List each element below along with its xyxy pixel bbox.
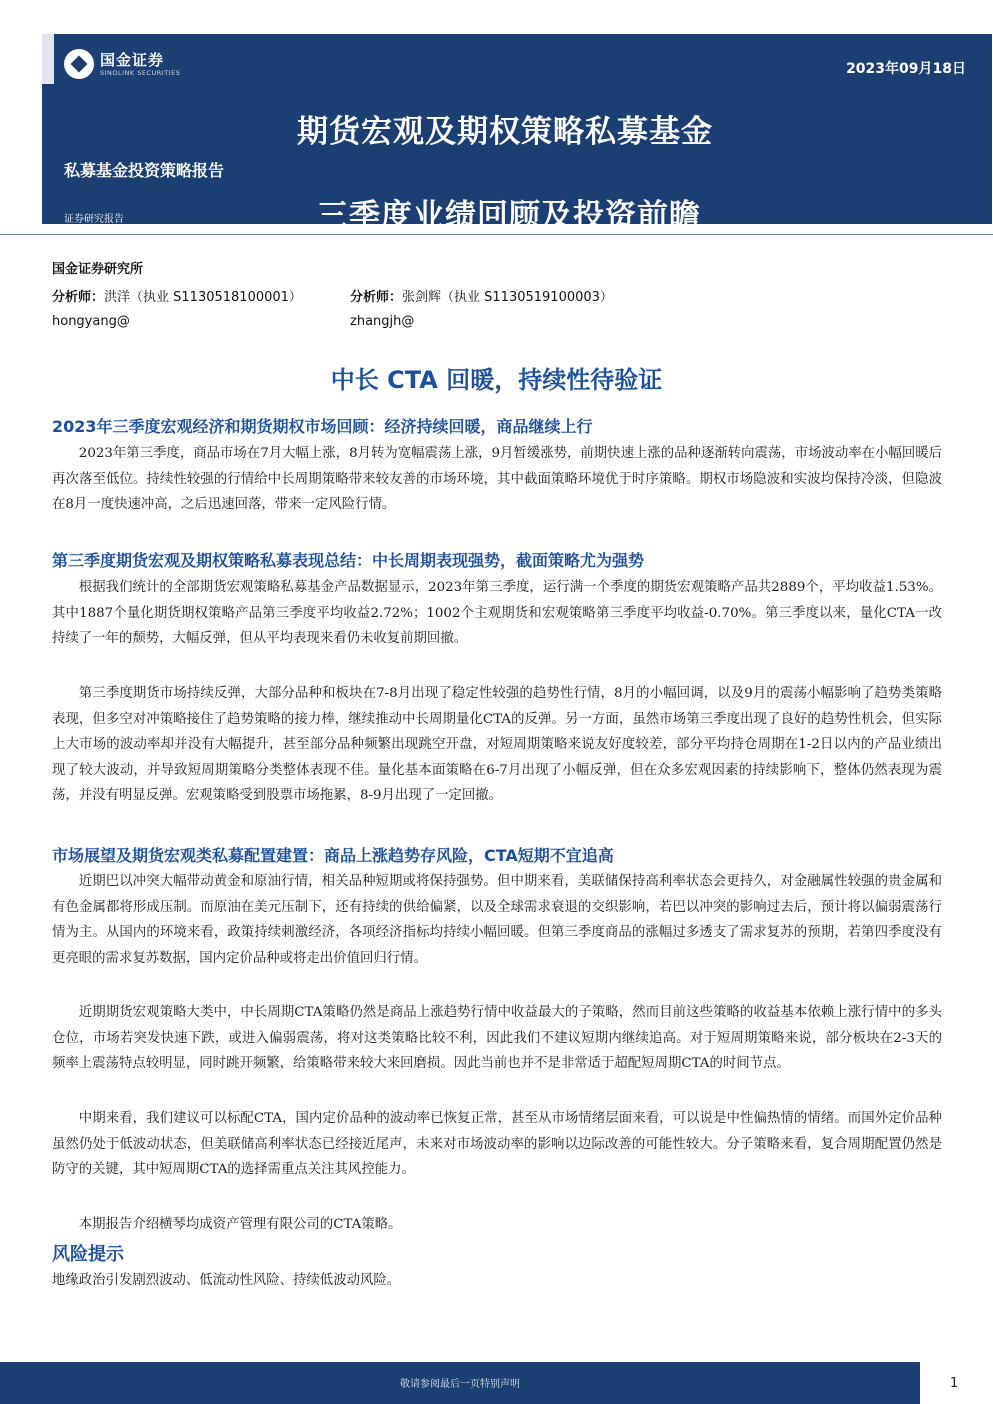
analyst-1: [52, 286, 302, 305]
report-date: 2023年09月18日: [846, 61, 966, 77]
section-2-paragraph-1: 根据我们统计的全部期货宏观策略私募基金产品数据显示，2023年第三季度，运行满一个季度的期货宏观策略产品共2889个，平均收益1.53%。其中1887个量化期货期权策略产品第三季度平均收益2.72%；1002个主观期货和宏观策略第三季度平均收益-0.70%。第三季度以来，量化CTA一改持续了一年的颓势，大幅反弹，但从平均表现来看仍未收复前期回撤。: [52, 580, 942, 646]
analyst-1-label: 分析师：: [52, 290, 105, 305]
sinolink-logo: [64, 44, 180, 84]
section-2-paragraph-2: 第三季度期货市场持续反弹，大部分品种和板块在7-8月出现了稳定性较强的趋势性行情，8月的小幅回调，以及9月的震荡小幅影响了趋势类策略表现，但多空对冲策略接住了趋势策略的接力棒，继续推动中长周期量化CTA的反弹。另一方面，虽然市场第三季度出现了良好的趋势性机会，但实际上大市场的波动率却并没有大幅提升，甚至部分品种频繁出现跳空开盘，对短周期策略来说友好度较差，部分平均持仓周期在1-2日以内的产品业绩出现了较大波动，并导致短周期策略分类整体表现不佳。量化基本面策略在6-7月出现了小幅反弹，但在众多宏观因素的持续影响下，整体仍然表现为震荡，并没有明显反弹。宏观策略受到股票市场拖累，8-9月出现了一定回撤。: [52, 686, 942, 803]
analyst-1-name: 洪洋（执业 S1130518100001）: [104, 290, 302, 305]
section-3-paragraph-3: 中期来看，我们建议可以标配CTA，国内定价品种的波动率已恢复正常，甚至从市场情绪层面来看，可以说是中性偏热情的情绪。而国外定价品种虽然仍处于低波动状态，但美联储高利率状态已经接近尾声，未来对市场波动率的影响以边际改善的可能性较大。分子策略来看，复合周期配置仍然是防守的关键，其中短周期CTA的选择需重点关注其风控能力。: [52, 1111, 942, 1177]
report-title-line2: 三季度业绩回顾及投资前瞻: [317, 198, 701, 234]
report-header-band: [42, 34, 992, 234]
logo-english-name: SINOLINK SECURITIES: [100, 68, 181, 77]
report-type-label: 证券研究报告: [64, 214, 124, 225]
analyst-1-email[interactable]: hongyang@: [52, 314, 130, 329]
section-3-paragraph-4: 本期报告介绍横琴均成资产管理有限公司的CTA策略。: [78, 1217, 402, 1232]
report-category: 私募基金投资策略报告: [64, 161, 225, 180]
analyst-2-name: 张剑辉（执业 S1130519100003）: [402, 290, 613, 305]
analyst-2-email[interactable]: zhangjh@: [350, 314, 415, 329]
section-3-heading: 市场展望及期货宏观类私募配置建置：商品上涨趋势存风险，CTA短期不宜追高: [52, 846, 614, 865]
section-2-heading: 第三季度期货宏观及期权策略私募表现总结：中长周期表现强势，截面策略尤为强势: [52, 551, 645, 570]
header-divider: [0, 234, 993, 235]
page-number: 1: [950, 1376, 959, 1391]
header-notch: [42, 34, 54, 84]
report-title-line1: 期货宏观及期权策略私募基金: [297, 114, 713, 150]
analyst-2-label: 分析师：: [350, 290, 403, 305]
risk-heading: 风险提示: [52, 1244, 124, 1265]
institute-name: 国金证券研究所: [52, 262, 144, 277]
footer-band: [0, 1362, 920, 1404]
footer-disclaimer: 敬请参阅最后一页特别声明: [400, 1379, 520, 1390]
logo-mark-icon: [64, 49, 94, 79]
logo-chinese-name: 国金证券: [100, 50, 165, 69]
section-3-paragraph-2: 近期期货宏观策略大类中，中长周期CTA策略仍然是商品上涨趋势行情中收益最大的子策略，然而目前这些策略的收益基本依赖上涨行情中的多头仓位，市场若突发快速下跌，或进入偏弱震荡，将对这类策略比较不利，因此我们不建议短期内继续追高。对于短周期策略来说，部分板块在2-3天的频率上震荡特点较明显，同时跳开频繁，给策略带来较大来回磨损。因此当前也并不是非常适于超配短周期CTA的时间节点。: [52, 1005, 942, 1071]
section-1-paragraph-1: 2023年第三季度，商品市场在7月大幅上涨，8月转为宽幅震荡上涨，9月暂缓涨势，前期快速上涨的品种逐渐转向震荡，市场波动率在小幅回暖后再次落至低位。持续性较强的行情给中长周期策略带来较友善的市场环境，其中截面策略环境优于时序策略。期权市场隐波和实波均保持冷淡，但隐波在8月一度快速冲高，之后迅速回落，带来一定风险行情。: [52, 446, 942, 512]
section-1-heading: 2023年三季度宏观经济和期货期权市场回顾：经济持续回暖，商品继续上行: [52, 417, 593, 436]
analyst-2: [350, 286, 613, 305]
risk-text: 地缘政治引发剧烈波动、低流动性风险、持续低波动风险。: [52, 1273, 401, 1288]
section-3-paragraph-1: 近期巴以冲突大幅带动黄金和原油行情，相关品种短期或将保持强势。但中期来看，美联储保持高利率状态会更持久，对金融属性较强的贵金属和有色金属都将形成压制。而原油在美元压制下，还有持续的供给偏紧，以及全球需求衰退的交织影响，若巴以冲突的影响过去后，预计将以偏弱震荡行情为主。从国内的环境来看，政策持续刺激经济，各项经济指标均持续小幅回暖。但第三季度商品的涨幅过多透支了需求复苏的预期，若第四季度没有更亮眼的需求复苏数据，国内定价品种或将走出价值回归行情。: [52, 874, 942, 966]
main-title: 中长 CTA 回暖，持续性待验证: [330, 366, 663, 394]
